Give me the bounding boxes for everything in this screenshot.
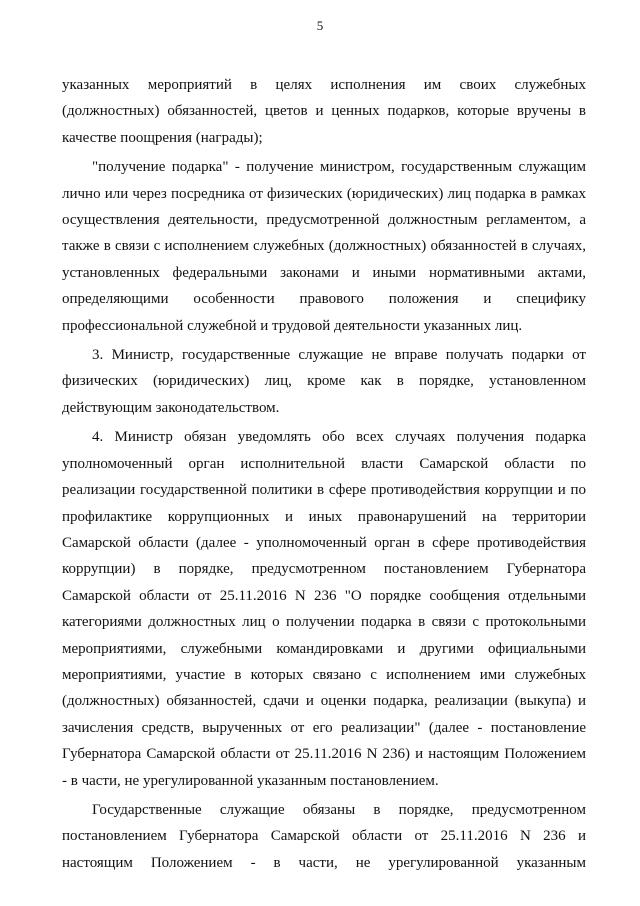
paragraph-4 [62,424,586,794]
line: 3. Министр, государственные служащие не вправе получать подарки от [92,347,586,364]
line: установленных федеральными законами и иными нормативными актами, [62,264,586,281]
line: мероприятиями, служебными командировками и другими официальными [62,640,586,657]
line: физических (юридических) лиц, кроме как в порядке, установленном [62,373,586,390]
line: (должностных) обязанностей, цветов и ценных подарков, которые вручены в [62,103,586,120]
line: - в части, не урегулированной указанным постановлением. [62,772,439,789]
line: 4. Министр обязан уведомлять обо всех случаях получения подарка [92,429,586,446]
line: Губернатора Самарской области от 25.11.2016 N 236) и настоящим Положением [62,746,586,763]
line: указанных мероприятий в целях исполнения им своих служебных [62,77,586,93]
line: также в связи с исполнением служебных (должностных) обязанностей в случаях, [62,238,586,255]
line: настоящим Положением - в части, не урегулированной указанным [62,854,586,871]
line: Самарской области (далее - уполномоченный орган в сфере противодействия [62,534,586,551]
line: реализации государственной политики в сфере противодействия коррупции и по [62,482,586,499]
line: мероприятиями, участие в которых связано с исполнением ими служебных [62,666,586,683]
page-number: 5 [316,18,324,33]
document-body [62,72,586,879]
line: категориями должностных лиц о получении подарка в связи с протокольными [62,614,586,631]
line: постановлением Губернатора Самарской области от 25.11.2016 N 236 и [62,828,586,845]
line: лично или через посредника от физических (юридических) лиц подарка в рамках [62,185,586,202]
line: осуществления деятельности, предусмотренной должностным регламентом, а [62,212,586,229]
line: действующим законодательством. [62,399,280,416]
line: коррупции) в порядке, предусмотренном постановлением Губернатора [62,561,586,578]
line: Самарской области от 25.11.2016 N 236 "О порядке сообщения отдельными [62,587,586,604]
line: "получение подарка" - получение министром, государственным служащим [92,159,586,176]
paragraph-3 [62,342,586,421]
line: зачисления средств, вырученных от его реализации" (далее - постановление [62,719,586,736]
line: профессиональной служебной и трудовой деятельности указанных лиц. [62,317,523,334]
line: качестве поощрения (награды); [62,129,263,146]
line: уполномоченный орган исполнительной власти Самарской области по [62,455,586,472]
line: (должностных) обязанностей, сдачи и оценки подарка, реализации (выкупа) и [62,693,586,710]
paragraph-2 [62,154,586,339]
line: определяющими особенности правового положения и специфику [62,291,586,308]
paragraph-5 [62,797,586,876]
line: профилактике коррупционных и иных правонарушений на территории [62,508,586,525]
paragraph-1 [62,72,586,151]
line: Государственные служащие обязаны в порядке, предусмотренном [92,801,586,818]
